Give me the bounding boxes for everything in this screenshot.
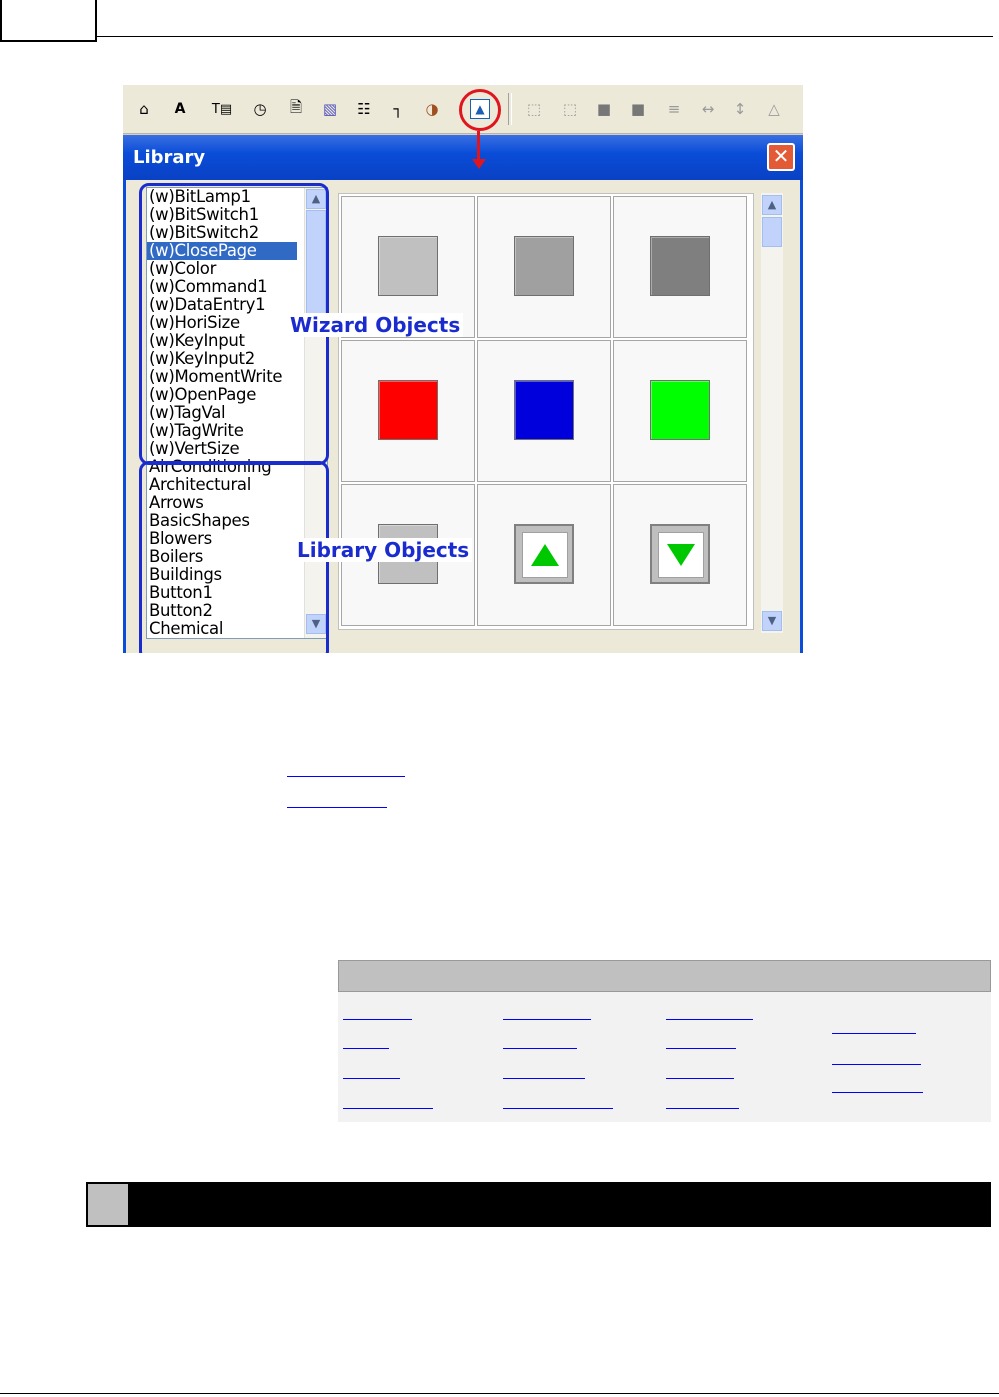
toolbar-separator — [508, 93, 512, 125]
list-item[interactable]: (w)DataEntry1 — [149, 295, 266, 314]
preview-cell[interactable] — [613, 340, 747, 482]
table-link[interactable] — [503, 1017, 591, 1020]
table-link[interactable] — [666, 1017, 753, 1020]
preview-cell[interactable] — [477, 484, 611, 626]
table-link[interactable] — [832, 1090, 923, 1093]
section-heading-bar — [86, 1182, 991, 1227]
list-item[interactable]: (w)OpenPage — [149, 385, 257, 404]
page-footer-rule — [0, 1393, 999, 1394]
document-icon[interactable]: 🗎 — [289, 97, 303, 116]
list-item[interactable]: Architectural — [149, 475, 252, 494]
list-item[interactable]: (w)Color — [149, 259, 217, 278]
toolbar — [123, 85, 803, 134]
list-item[interactable]: (w)BitSwitch2 — [149, 223, 259, 242]
list-item[interactable]: Buildings — [149, 565, 222, 584]
down-arrow-icon — [666, 542, 696, 568]
same-width-icon: ↔ — [701, 100, 715, 118]
highlight-arrow — [477, 131, 480, 161]
table-link[interactable] — [503, 1076, 585, 1079]
window-title: Library — [133, 147, 206, 168]
up-arrow-icon — [530, 542, 560, 568]
list-item[interactable]: (w)BitLamp1 — [149, 187, 251, 206]
send-back-icon: ■ — [630, 100, 646, 118]
close-button[interactable] — [767, 143, 795, 171]
scroll-down-button[interactable]: ▼ — [306, 614, 326, 634]
list-item[interactable]: Chemical — [149, 619, 224, 638]
color-swatch — [514, 380, 574, 440]
table-link[interactable] — [666, 1046, 736, 1049]
color-swatch — [514, 236, 574, 296]
table-link[interactable] — [343, 1017, 412, 1020]
list-item[interactable]: Blowers — [149, 529, 212, 548]
table-link[interactable] — [343, 1046, 389, 1049]
table-link[interactable] — [503, 1106, 613, 1109]
grid-scroll-down-button[interactable]: ▼ — [762, 611, 782, 631]
color-swatch — [378, 380, 438, 440]
list-item[interactable]: (w)BitSwitch1 — [149, 205, 259, 224]
same-height-icon: ↕ — [733, 100, 747, 118]
library-titlebar — [123, 135, 803, 180]
list-item[interactable]: Button2 — [149, 601, 213, 620]
draw-polygon-icon[interactable]: ⌂ — [139, 100, 149, 118]
see-also-link[interactable] — [287, 774, 405, 777]
bring-front-icon: ■ — [596, 100, 612, 118]
wizard-objects-callout: Wizard Objects — [287, 313, 463, 337]
line-icon[interactable]: ┐ — [393, 100, 403, 118]
list-item[interactable]: (w)HoriSize — [149, 313, 240, 332]
up-arrow-button — [514, 524, 574, 584]
page-header-rule — [97, 36, 993, 37]
clock-icon[interactable]: ◷ — [253, 100, 267, 118]
list-item[interactable]: (w)ClosePage — [147, 242, 297, 260]
color-swatch — [650, 236, 710, 296]
list-item[interactable]: (w)KeyInput — [149, 331, 245, 350]
table-link[interactable] — [503, 1046, 577, 1049]
table-link[interactable] — [666, 1076, 734, 1079]
close-icon: ✕ — [772, 144, 790, 168]
preview-cell[interactable] — [477, 340, 611, 482]
list-item[interactable]: (w)KeyInput2 — [149, 349, 255, 368]
down-arrow-button — [650, 524, 710, 584]
grid-scroll-up-button[interactable]: ▲ — [762, 195, 782, 215]
page-header-box — [0, 0, 97, 42]
list-item[interactable]: Boilers — [149, 547, 204, 566]
library-image-icon[interactable]: ▲ — [470, 99, 490, 119]
preview-cell[interactable] — [613, 484, 747, 626]
preview-grid — [338, 193, 754, 630]
align-center-icon: ⬚ — [562, 100, 578, 118]
list-item[interactable]: (w)VertSize — [149, 439, 240, 458]
color-swatch — [650, 380, 710, 440]
highlight-arrowhead — [472, 159, 486, 169]
library-objects-callout: Library Objects — [294, 538, 472, 562]
preview-cell[interactable] — [613, 196, 747, 338]
list-item[interactable]: BasicShapes — [149, 511, 250, 530]
section-number-box — [88, 1184, 130, 1225]
list-item[interactable]: Arrows — [149, 493, 204, 512]
text-icon[interactable]: A — [174, 101, 186, 117]
list-item[interactable]: (w)TagVal — [149, 403, 226, 422]
preview-cell[interactable] — [341, 340, 475, 482]
trend-chart-icon[interactable]: ▧ — [322, 100, 338, 118]
table-link[interactable] — [343, 1076, 400, 1079]
distribute-icon: ≡ — [667, 100, 681, 118]
scroll-up-button[interactable]: ▲ — [306, 189, 326, 209]
topics-table-header — [338, 960, 991, 992]
list-item[interactable]: (w)Command1 — [149, 277, 268, 296]
library-screenshot — [123, 85, 803, 653]
topics-table — [338, 992, 991, 1122]
see-also-link[interactable] — [287, 805, 387, 808]
list-icon[interactable]: ☷ — [357, 100, 371, 118]
preview-cell[interactable] — [477, 196, 611, 338]
table-link[interactable] — [832, 1031, 916, 1034]
list-item[interactable]: AirConditioning — [149, 457, 272, 476]
media-icon[interactable]: ◑ — [425, 100, 439, 118]
list-item[interactable]: (w)TagWrite — [149, 421, 244, 440]
grid-scrollbar[interactable] — [761, 193, 783, 633]
table-link[interactable] — [343, 1106, 433, 1109]
table-link[interactable] — [832, 1062, 921, 1065]
list-item[interactable]: (w)MomentWrite — [149, 367, 283, 386]
library-button-highlight — [459, 89, 501, 131]
list-item[interactable]: Button1 — [149, 583, 213, 602]
grid-scroll-thumb[interactable] — [762, 217, 782, 247]
color-swatch — [378, 236, 438, 296]
flip-icon: △ — [768, 100, 780, 118]
table-link[interactable] — [666, 1106, 739, 1109]
text-box-icon[interactable]: T▤ — [211, 101, 233, 117]
align-left-icon: ⬚ — [526, 100, 542, 118]
